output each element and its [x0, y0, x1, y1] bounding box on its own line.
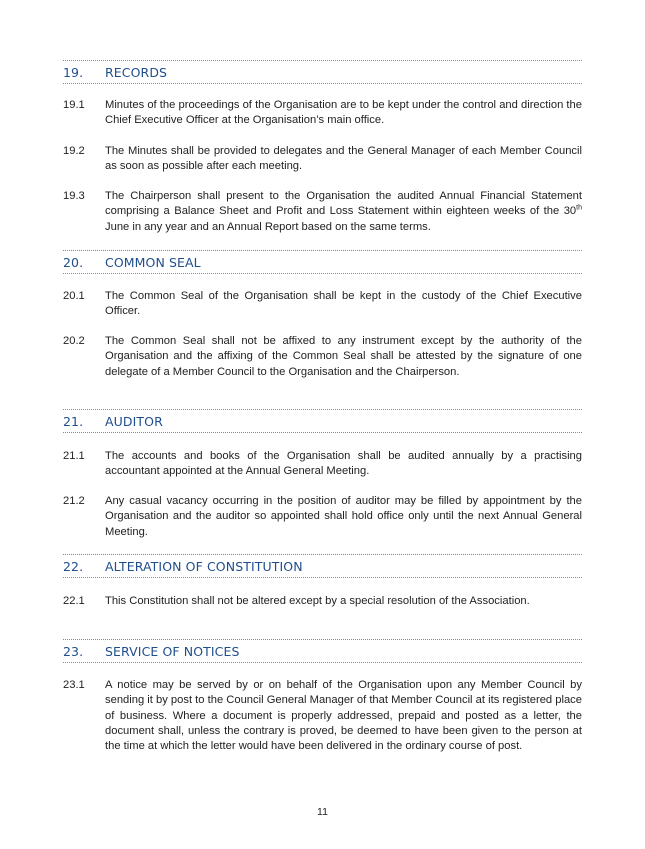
section-heading — [63, 409, 582, 433]
section-service-of-notices — [63, 639, 582, 663]
section-number: 20. — [63, 254, 84, 270]
section-heading — [63, 60, 582, 84]
section-title: ALTERATION OF CONSTITUTION — [105, 558, 303, 574]
clause-text: Minutes of the proceedings of the Organisation are to be kept under the control and direction the Chief Executive Officer at the Organisation’s main office. — [105, 99, 582, 127]
clause-number: 23.1 — [63, 679, 85, 691]
clause-text: This Constitution shall not be altered except by a special resolution of the Association. — [105, 595, 530, 607]
section-heading — [63, 250, 582, 274]
clause-number: 19.1 — [63, 99, 85, 111]
clause-text: The Minutes shall be provided to delegates and the General Manager of each Member Council as soon as possible after each meeting. — [105, 145, 582, 173]
section-title: RECORDS — [105, 64, 168, 80]
clause-20-1 — [63, 289, 582, 320]
clause-number: 20.2 — [63, 335, 85, 347]
section-heading — [63, 639, 582, 663]
section-number: 23. — [63, 643, 84, 659]
clause-23-1 — [63, 678, 582, 754]
clause-number: 20.1 — [63, 290, 85, 302]
section-title: AUDITOR — [105, 413, 163, 429]
section-title: COMMON SEAL — [105, 254, 201, 270]
section-alteration-of-constitution — [63, 554, 582, 578]
section-records — [63, 60, 582, 84]
clause-20-2 — [63, 334, 582, 380]
clause-text: The accounts and books of the Organisation shall be audited annually by a practising accountant appointed at the Annual General Meeting. — [105, 450, 582, 478]
clause-19-3 — [63, 189, 582, 235]
section-auditor — [63, 409, 582, 433]
clause-text: The Chairperson shall present to the Organisation the audited Annual Financial Statement comprising a Balance Sheet and Profit and Loss Statement within eighteen weeks of the 30th June in any year and an Annual Report based on the same terms. — [105, 190, 582, 233]
clause-22-1 — [63, 594, 582, 609]
section-number: 19. — [63, 64, 84, 80]
section-title: SERVICE OF NOTICES — [105, 643, 240, 659]
clause-number: 21.2 — [63, 495, 85, 507]
clause-19-1 — [63, 98, 582, 129]
clause-21-1 — [63, 449, 582, 480]
section-number: 21. — [63, 413, 84, 429]
clause-number: 19.2 — [63, 145, 85, 157]
page-number: 11 — [317, 806, 328, 818]
clause-19-2 — [63, 144, 582, 175]
clause-text: A notice may be served by or on behalf of the Organisation upon any Member Council by sending it by post to the Council General Manager of that Member Council at its registered place of business. Where a document is properly addressed, prepaid and posted as a letter, the document shall, unless the contrary is proved, be deemed to have been given to the person at the time at which the letter would have been delivered in the ordinary course of post. — [105, 679, 582, 753]
ordinal-superscript: th — [576, 204, 582, 212]
clause-text: The Common Seal of the Organisation shall be kept in the custody of the Chief Executive Officer. — [105, 290, 582, 318]
section-number: 22. — [63, 558, 84, 574]
clause-text: Any casual vacancy occurring in the position of auditor may be filled by appointment by the Organisation and the auditor so appointed shall hold office only until the next Annual General Meeting. — [105, 495, 582, 538]
clause-number: 22.1 — [63, 595, 85, 607]
clause-number: 19.3 — [63, 190, 85, 202]
clause-number: 21.1 — [63, 450, 85, 462]
section-heading — [63, 554, 582, 578]
clause-21-2 — [63, 494, 582, 540]
section-common-seal — [63, 250, 582, 274]
clause-text: The Common Seal shall not be affixed to any instrument except by the authority of the Organisation and the affixing of the Common Seal shall be attested by the signature of one delegate of a Member Council to the Organisation and the Chairperson. — [105, 335, 582, 378]
